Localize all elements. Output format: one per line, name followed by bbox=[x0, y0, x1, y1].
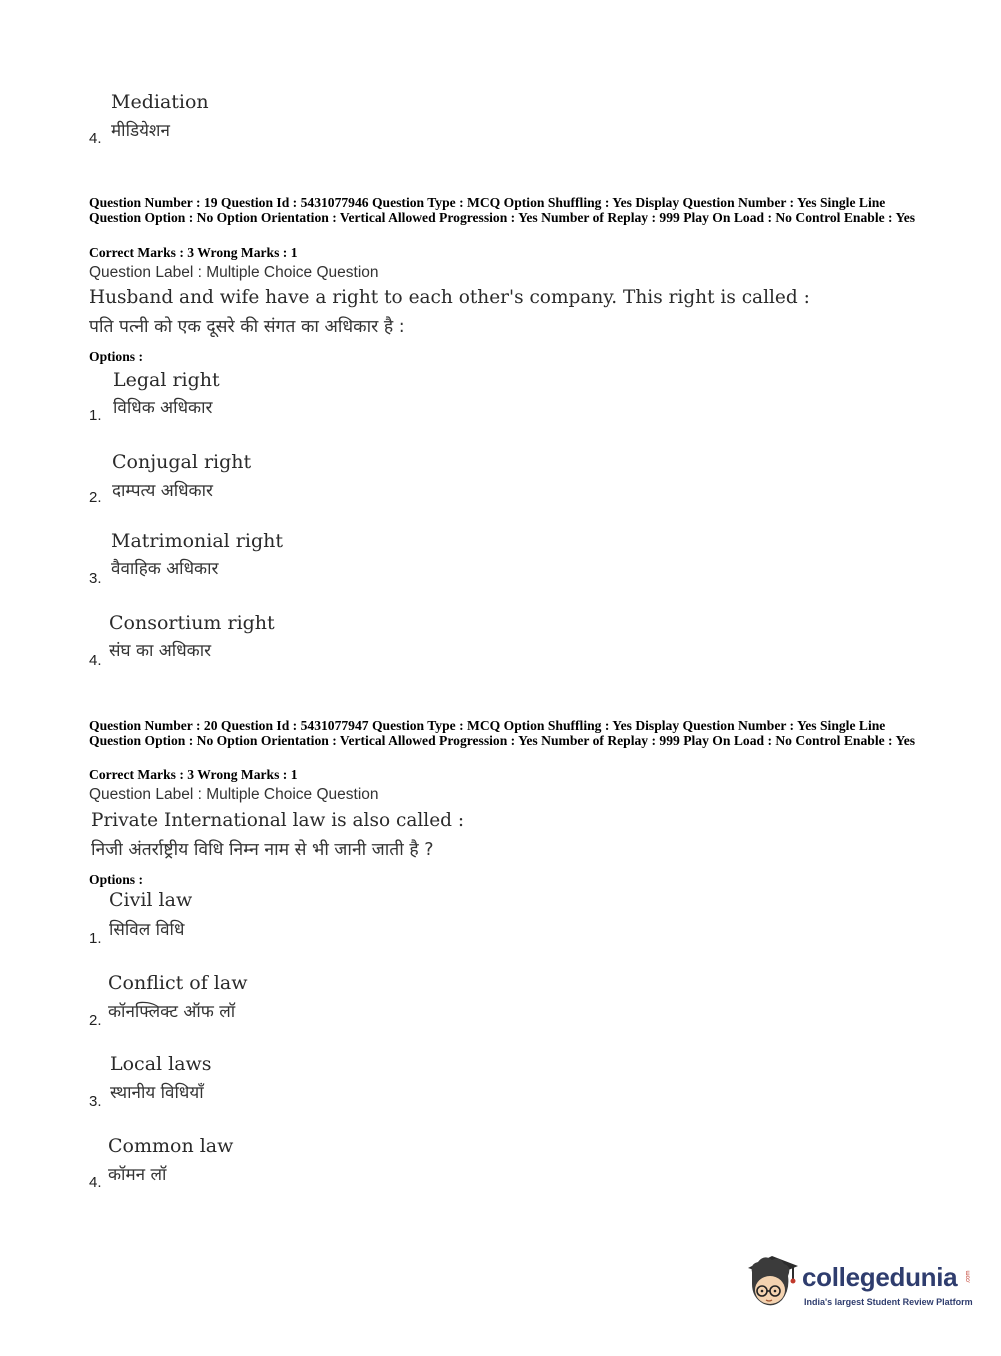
q19-text-en: Husband and wife have a right to each other's company. This right is called : bbox=[89, 287, 810, 308]
q20-text-en: Private International law is also called : bbox=[91, 810, 465, 831]
prev-option-4-number: 4. bbox=[89, 130, 102, 147]
q19-option-1-en: Legal right bbox=[113, 369, 220, 391]
q19-option-3-en: Matrimonial right bbox=[111, 530, 283, 552]
q19-meta: Question Number : 19 Question Id : 5431077946 Question Type : MCQ Option Shuffling : Yes Display Question Number : Yes Single Line Question Option : No Option Orientation : Vertical Allowed Progression : Yes Number of Replay : 999 Play On Load : No Control Enable : Yes bbox=[89, 195, 916, 225]
q19-option-1-hi: विधिक अधिकार bbox=[113, 398, 213, 418]
q19-option-3-hi: वैवाहिक अधिकार bbox=[111, 559, 219, 579]
logo-tagline: India's largest Student Review Platform bbox=[804, 1297, 973, 1307]
collegedunia-logo[interactable] bbox=[742, 1250, 972, 1314]
q20-marks: Correct Marks : 3 Wrong Marks : 1 bbox=[89, 767, 298, 782]
q19-option-4-number: 4. bbox=[89, 652, 102, 669]
q20-option-3-hi: स्थानीय विधियाँ bbox=[110, 1083, 204, 1103]
q20-option-1-number: 1. bbox=[89, 930, 102, 947]
q20-label: Question Label : Multiple Choice Question bbox=[89, 786, 379, 803]
prev-option-4-hi: मीडियेशन bbox=[111, 121, 170, 141]
q19-options-heading: Options : bbox=[89, 349, 144, 364]
q19-text-hi: पति पत्नी को एक दूसरे की संगत का अधिकार है : bbox=[89, 317, 405, 337]
q20-option-3-en: Local laws bbox=[110, 1053, 212, 1075]
q20-option-4-en: Common law bbox=[108, 1135, 234, 1157]
logo-suffix: .com bbox=[965, 1270, 972, 1284]
logo-name: collegedunia bbox=[802, 1262, 958, 1292]
q20-option-4-number: 4. bbox=[89, 1174, 102, 1191]
q19-option-1-number: 1. bbox=[89, 407, 102, 424]
q20-option-1-hi: सिविल विधि bbox=[109, 920, 185, 940]
mascot-icon bbox=[742, 1250, 802, 1312]
q19-option-4-hi: संघ का अधिकार bbox=[109, 641, 212, 661]
q20-option-2-en: Conflict of law bbox=[108, 972, 248, 994]
q19-marks: Correct Marks : 3 Wrong Marks : 1 bbox=[89, 245, 298, 260]
q19-option-2-en: Conjugal right bbox=[112, 451, 252, 473]
q19-option-4-en: Consortium right bbox=[109, 612, 275, 634]
q20-option-2-number: 2. bbox=[89, 1012, 102, 1029]
q19-option-3-number: 3. bbox=[89, 570, 102, 587]
q19-label: Question Label : Multiple Choice Question bbox=[89, 264, 379, 281]
q20-option-1-en: Civil law bbox=[109, 889, 193, 911]
q20-option-3-number: 3. bbox=[89, 1093, 102, 1110]
q20-option-2-hi: कॉनफ्लिक्ट ऑफ लॉ bbox=[108, 1002, 236, 1022]
q20-text-hi: निजी अंतर्राष्ट्रीय विधि निम्न नाम से भी जानी जाती है ? bbox=[91, 840, 434, 860]
q20-option-4-hi: कॉमन लॉ bbox=[108, 1165, 167, 1185]
q19-option-2-number: 2. bbox=[89, 489, 102, 506]
q19-option-2-hi: दाम्पत्य अधिकार bbox=[112, 481, 213, 501]
q20-options-heading: Options : bbox=[89, 872, 144, 887]
prev-option-4-en: Mediation bbox=[111, 91, 209, 113]
q20-meta: Question Number : 20 Question Id : 5431077947 Question Type : MCQ Option Shuffling : Yes Display Question Number : Yes Single Line Question Option : No Option Orientation : Vertical Allowed Progression : Yes Number of Replay : 999 Play On Load : No Control Enable : Yes bbox=[89, 718, 916, 748]
